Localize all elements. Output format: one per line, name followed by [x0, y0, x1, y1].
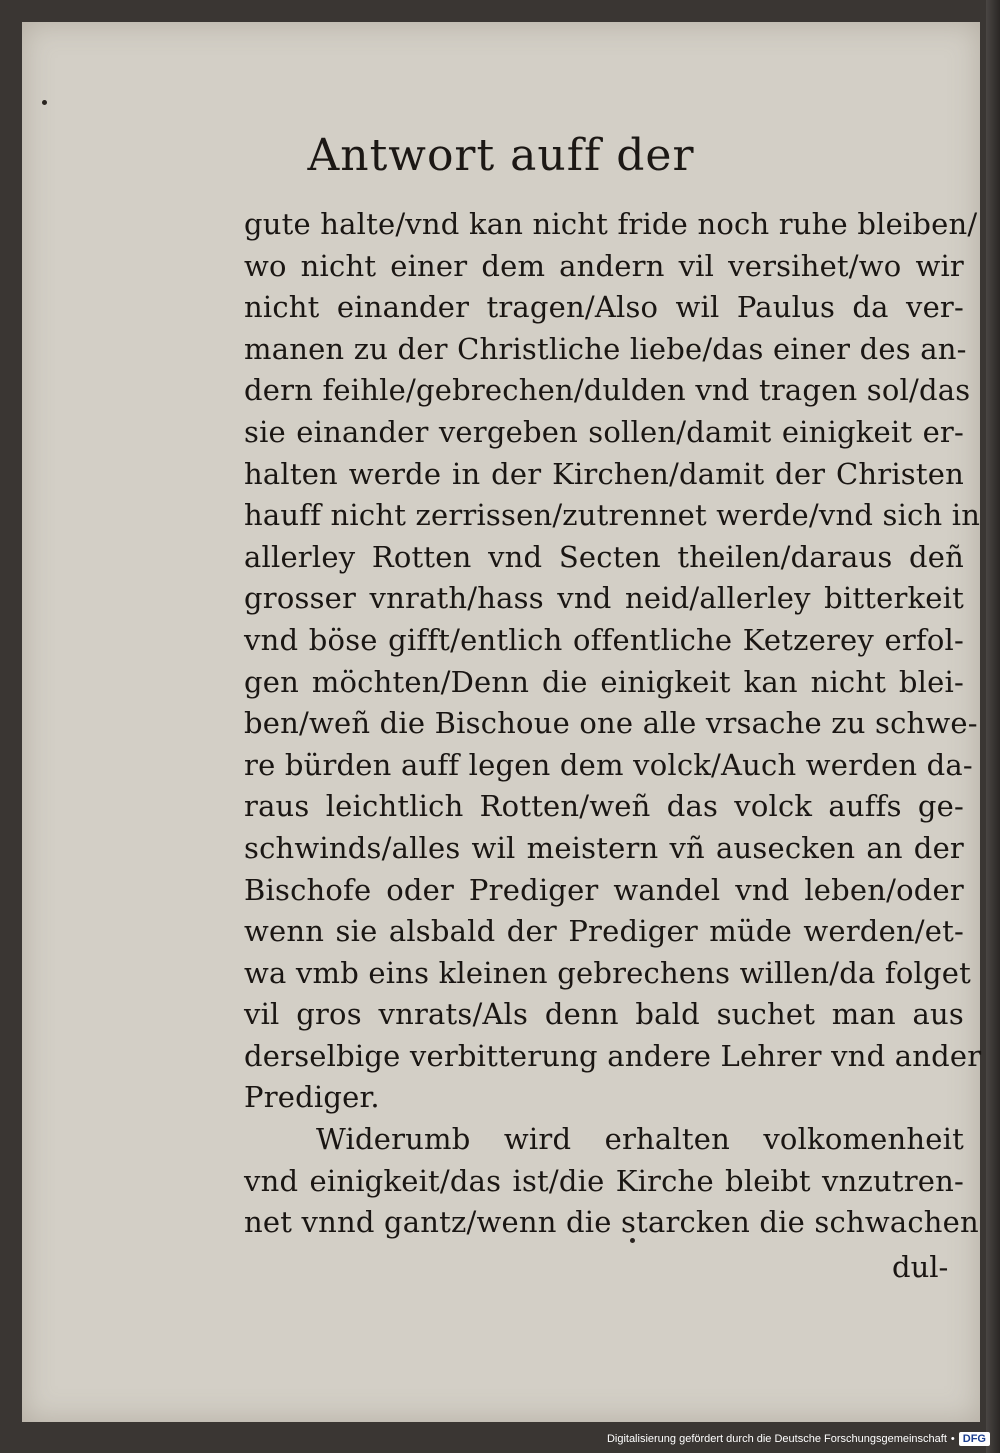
- text-line: Bischofe oder Prediger wandel vnd leben/oder: [244, 872, 964, 907]
- running-head: Antwort auff der: [307, 130, 695, 181]
- text-line: gen möchten/Denn die einigkeit kan nicht blei-: [244, 664, 964, 699]
- text-line: wo nicht einer dem andern vil versihet/wo wir: [244, 248, 964, 283]
- text-line: grosser vnrath/hass vnd neid/allerley bitterkeit: [244, 581, 964, 616]
- text-block: [244, 204, 982, 1244]
- text-line: Prediger.: [244, 1080, 380, 1115]
- text-line: schwinds/alles wil meistern vñ ausecken an der: [244, 830, 964, 865]
- text-line: sie einander vergeben sollen/damit einigkeit er-: [244, 414, 964, 449]
- text-line: manen zu der Christliche liebe/das einer des an-: [244, 331, 967, 366]
- book-page: [22, 22, 980, 1422]
- text-line: re bürden auff legen dem volck/Auch werden da-: [244, 747, 973, 782]
- ink-speck: [42, 100, 47, 105]
- text-line: wa vmb eins kleinen gebrechens willen/da folget: [244, 955, 971, 990]
- text-line: derselbige verbitterung andere Lehrer vnd ander: [244, 1038, 982, 1073]
- text-line: ben/weñ die Bischoue one alle vrsache zu schwe-: [244, 706, 978, 741]
- footer-credit: Digitalisierung gefördert durch die Deutsche Forschungsgemeinschaft: [606, 1433, 947, 1445]
- catchword: dul-: [892, 1250, 949, 1284]
- digitization-footer: [607, 1429, 990, 1449]
- paragraph-start-line: Widerumb wird erhalten volkomenheit: [316, 1122, 964, 1157]
- text-line: net vnnd gantz/wenn die starcken die schwachen: [244, 1205, 979, 1240]
- text-line: wenn sie alsbald der Prediger müde werden/et-: [244, 914, 964, 949]
- text-line: dern feihle/gebrechen/dulden vnd tragen sol/das: [244, 373, 971, 408]
- page-edge-shadow: [986, 0, 1000, 1453]
- text-line: nicht einander tragen/Also wil Paulus da ver-: [244, 290, 964, 325]
- text-line: vnd einigkeit/das ist/die Kirche bleibt vnzutren-: [244, 1163, 964, 1198]
- text-line: vil gros vnrats/Als denn bald suchet man aus: [244, 997, 964, 1032]
- text-line: raus leichtlich Rotten/weñ das volck auffs ge-: [244, 789, 964, 824]
- text-line: halten werde in der Kirchen/damit der Christen: [244, 456, 964, 491]
- dfg-logo: DFG: [959, 1432, 990, 1446]
- footer-separator: •: [950, 1433, 955, 1445]
- text-line: gute halte/vnd kan nicht fride noch ruhe bleiben/: [244, 207, 978, 241]
- text-line: hauff nicht zerrissen/zutrennet werde/vnd sich in: [244, 498, 981, 533]
- text-line: vnd böse gifft/entlich offentliche Ketzerey erfol-: [244, 622, 964, 657]
- text-line: allerley Rotten vnd Secten theilen/daraus deñ: [244, 539, 964, 574]
